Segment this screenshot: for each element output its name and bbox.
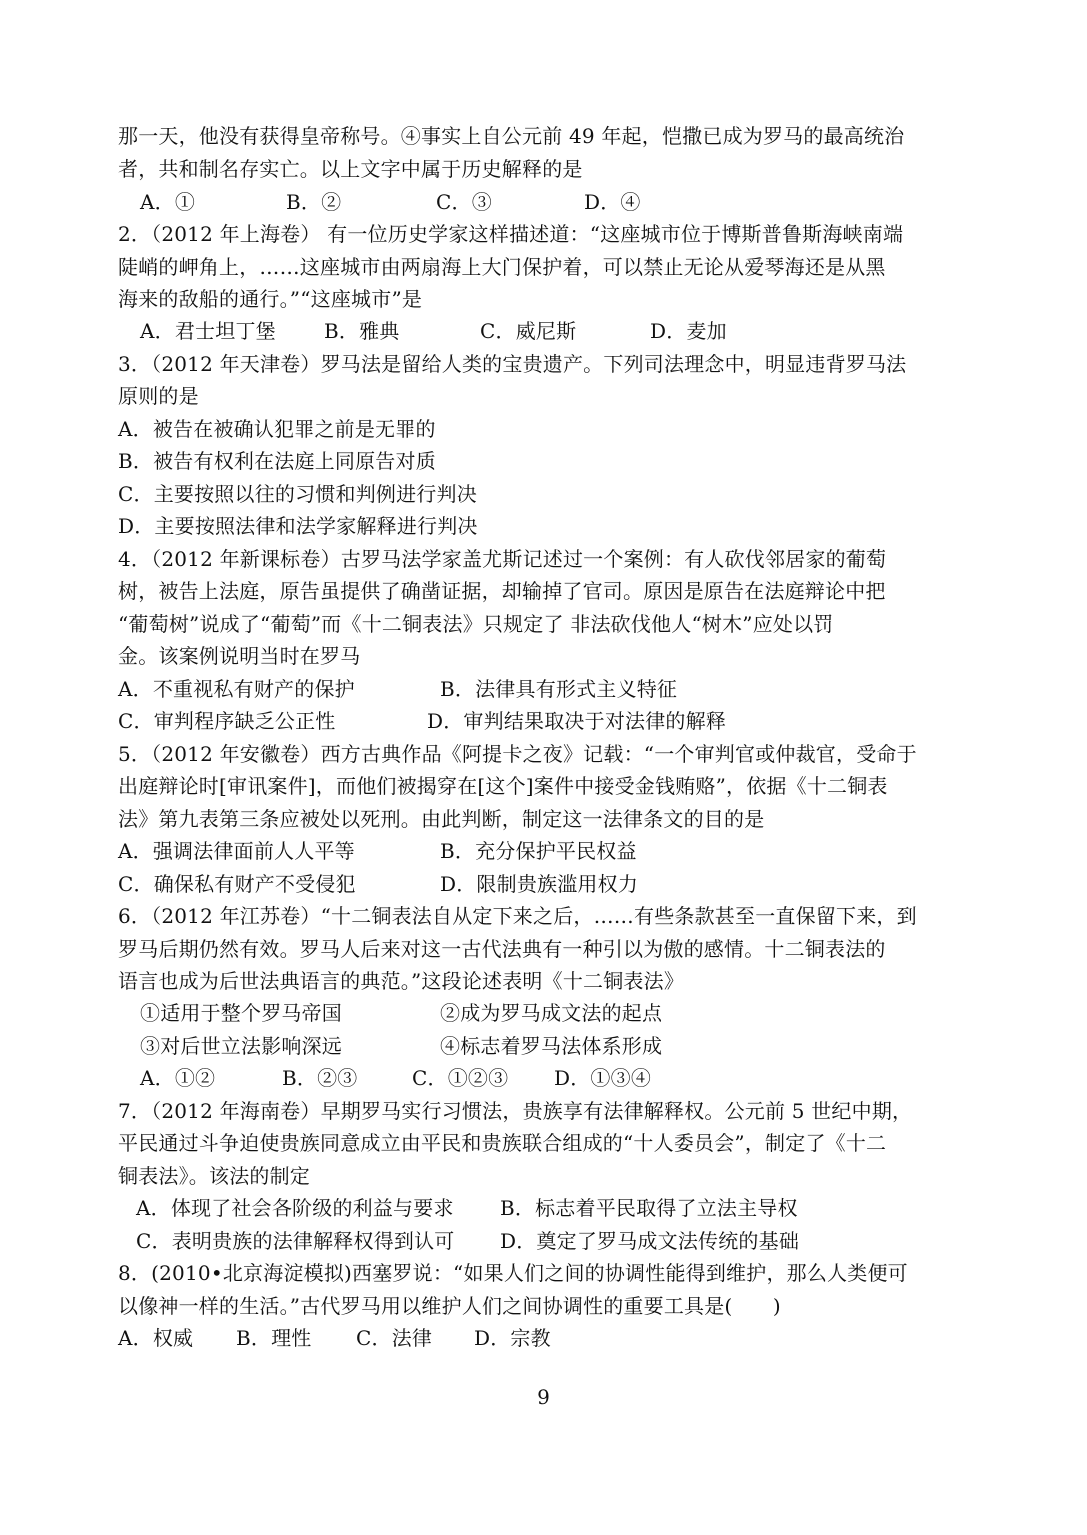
q4-options-row-1 xyxy=(118,673,978,705)
q1-option-a: A．① xyxy=(140,190,196,214)
q1-option-c: C．③ xyxy=(436,190,492,214)
q5-text-line-1: 5．（2012 年安徽卷）西方古典作品《阿提卡之夜》记载：“一个审判官或仲裁官，受命于 xyxy=(118,742,917,766)
q2-text-line-3: 海来的敌船的通行。”“这座城市”是 xyxy=(118,287,423,311)
q6-item-3: ③对后世立法影响深远 xyxy=(140,1034,342,1058)
q5-options-row-1 xyxy=(118,835,978,867)
q8-text-line-2: 以像神一样的生活。”古代罗马用以维护人们之间协调性的重要工具是( ) xyxy=(118,1294,781,1318)
q3-option-b: B．被告有权利在法庭上同原告对质 xyxy=(118,449,436,473)
q7-options-row-2 xyxy=(118,1225,978,1257)
q8-option-a: A．权威 xyxy=(118,1326,194,1350)
q7-text-line-3: 铜表法》。该法的制定 xyxy=(118,1164,310,1188)
q5-text-line-2: 出庭辩论时[审讯案件]，而他们被揭穿在[这个]案件中接受金钱贿赂”，依据《十二铜表 xyxy=(118,774,888,798)
q2-option-a: A．君士坦丁堡 xyxy=(140,319,276,343)
q6-option-b: B．②③ xyxy=(282,1066,358,1090)
q6-items-row-1 xyxy=(118,997,978,1029)
q8-option-d: D．宗教 xyxy=(474,1326,551,1350)
q2-option-c: C．威尼斯 xyxy=(480,319,577,343)
q6-item-4: ④标志着罗马法体系形成 xyxy=(440,1034,663,1058)
q6-text-line-3: 语言也成为后世法典语言的典范。”这段论述表明《十二铜表法》 xyxy=(118,969,685,993)
q1-option-b: B．② xyxy=(286,190,342,214)
q5-option-a: A．强调法律面前人人平等 xyxy=(118,839,355,863)
q3-text-line-2: 原则的是 xyxy=(118,384,199,408)
q6-option-d: D．①③④ xyxy=(554,1066,652,1090)
q7-options-row-1 xyxy=(118,1192,978,1224)
q1-text-line-2: 者，共和制名存实亡。以上文字中属于历史解释的是 xyxy=(118,157,583,181)
q6-items-row-2 xyxy=(118,1030,978,1062)
q2-option-d: D．麦加 xyxy=(650,319,727,343)
q4-text-line-3: “葡萄树”说成了“葡萄”而《十二铜表法》只规定了 非法砍伐他人“树木”应处以罚 xyxy=(118,612,834,636)
q4-options-row-2 xyxy=(118,705,978,737)
q1-text-line-1: 那一天，他没有获得皇帝称号。④事实上自公元前 49 年起，恺撒已成为罗马的最高统治 xyxy=(118,124,905,148)
q5-options-row-2 xyxy=(118,868,978,900)
q6-option-c: C．①②③ xyxy=(412,1066,509,1090)
q3-option-c: C．主要按照以往的习惯和判例进行判决 xyxy=(118,482,477,506)
q5-option-c: C．确保私有财产不受侵犯 xyxy=(118,872,356,896)
q4-text-line-1: 4．（2012 年新课标卷）古罗马法学家盖尤斯记述过一个案例：有人砍伐邻居家的葡萄 xyxy=(118,547,887,571)
q4-option-c: C．审判程序缺乏公正性 xyxy=(118,709,336,733)
q6-text-line-1: 6．（2012 年江苏卷）“十二铜表法自从定下来之后，……有些条款甚至一直保留下来，到 xyxy=(118,904,917,928)
q7-text-line-1: 7．（2012 年海南卷）早期罗马实行习惯法，贵族享有法律解释权。公元前 5 世纪中期， xyxy=(118,1099,913,1123)
q8-option-c: C．法律 xyxy=(356,1326,433,1350)
q4-text-line-2: 树，被告上法庭，原告虽提供了确凿证据，却输掉了官司。原因是原告在法庭辩论中把 xyxy=(118,579,886,603)
q2-text-line-1: 2．（2012 年上海卷） 有一位历史学家这样描述道：“这座城市位于博斯普鲁斯海峡南端 xyxy=(118,222,904,246)
q4-text-line-4: 金。该案例说明当时在罗马 xyxy=(118,644,361,668)
q7-option-d: D．奠定了罗马成文法传统的基础 xyxy=(500,1229,800,1253)
q5-option-d: D．限制贵族滥用权力 xyxy=(440,872,639,896)
q6-options xyxy=(118,1062,978,1094)
q8-text-line-1: 8．(2010•北京海淀模拟)西塞罗说：“如果人们之间的协调性能得到维护，那么人类便可 xyxy=(118,1261,908,1285)
q7-text-line-2: 平民通过斗争迫使贵族同意成立由平民和贵族联合组成的“十人委员会”，制定了《十二 xyxy=(118,1131,887,1155)
page-number: 9 xyxy=(537,1385,550,1409)
q5-text-line-3: 法》第九表第三条应被处以死刑。由此判断，制定这一法律条文的目的是 xyxy=(118,807,765,831)
q6-item-2: ②成为罗马成文法的起点 xyxy=(440,1001,663,1025)
q1-option-d: D．④ xyxy=(584,190,641,214)
q7-option-a: A．体现了社会各阶级的利益与要求 xyxy=(136,1196,454,1220)
q6-item-1: ①适用于整个罗马帝国 xyxy=(140,1001,342,1025)
q3-option-a: A．被告在被确认犯罪之前是无罪的 xyxy=(118,417,436,441)
q6-option-a: A．①② xyxy=(140,1066,216,1090)
q4-option-b: B．法律具有形式主义特征 xyxy=(440,677,678,701)
q7-option-b: B．标志着平民取得了立法主导权 xyxy=(500,1196,798,1220)
q7-option-c: C．表明贵族的法律解释权得到认可 xyxy=(136,1229,455,1253)
q8-option-b: B．理性 xyxy=(236,1326,312,1350)
q5-option-b: B．充分保护平民权益 xyxy=(440,839,637,863)
q2-options xyxy=(118,315,978,347)
q2-text-line-2: 陡峭的岬角上，……这座城市由两扇海上大门保护着，可以禁止无论从爱琴海还是从黑 xyxy=(118,255,886,279)
q4-option-a: A．不重视私有财产的保护 xyxy=(118,677,355,701)
q8-options xyxy=(118,1322,978,1354)
q2-option-b: B．雅典 xyxy=(324,319,400,343)
q1-options xyxy=(118,186,978,218)
q6-text-line-2: 罗马后期仍然有效。罗马人后来对这一古代法典有一种引以为傲的感情。十二铜表法的 xyxy=(118,937,886,961)
q4-option-d: D．审判结果取决于对法律的解释 xyxy=(427,709,727,733)
q3-text-line-1: 3．（2012 年天津卷）罗马法是留给人类的宝贵遗产。下列司法理念中，明显违背罗马法 xyxy=(118,352,907,376)
q3-option-d: D．主要按照法律和法学家解释进行判决 xyxy=(118,514,478,538)
